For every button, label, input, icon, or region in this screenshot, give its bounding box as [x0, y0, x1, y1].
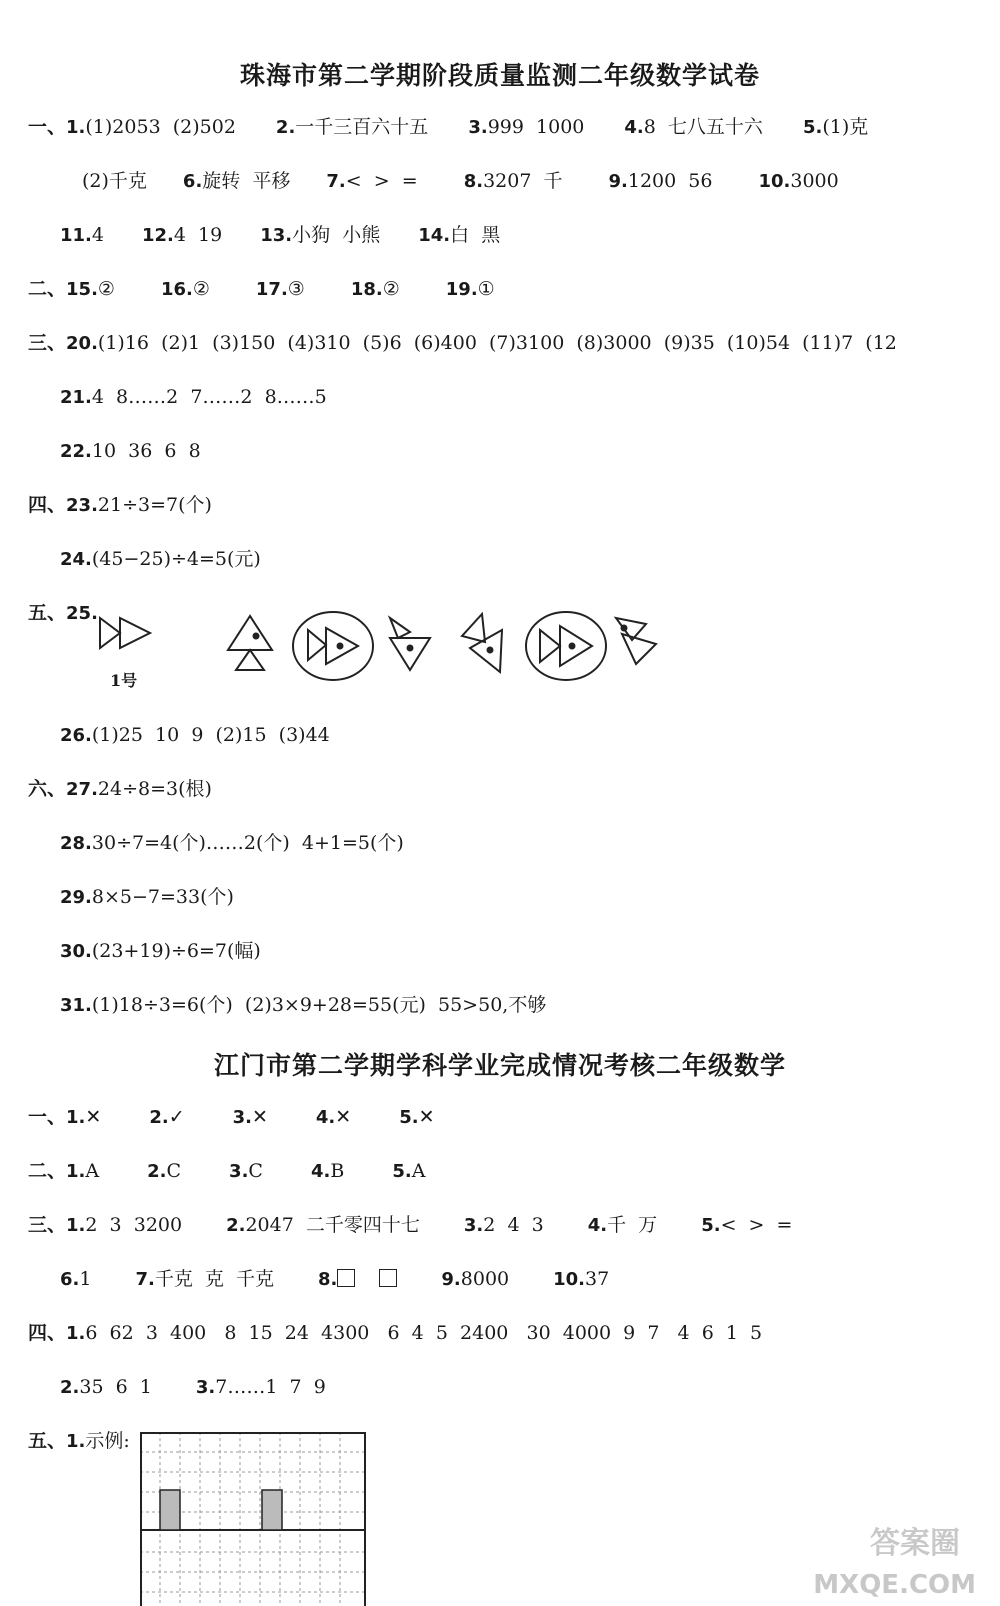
- title-jiangmen: 江门市第二学期学科学业完成情况考核二年级数学: [213, 1051, 786, 1080]
- q-number: 12.: [141, 225, 174, 246]
- answer: (1)2053 (2)502: [85, 116, 236, 138]
- answer: 21÷3=7(个): [97, 494, 212, 516]
- fish-figures: [90, 608, 690, 694]
- figure-4: [390, 618, 430, 670]
- answer: 4: [91, 224, 104, 246]
- figure-1: [100, 618, 150, 648]
- answer: 8 七八五十六: [643, 116, 763, 138]
- figure-2: [228, 616, 272, 670]
- answer: C: [166, 1160, 182, 1182]
- answer: ②: [382, 278, 400, 300]
- answer: 一千三百六十五: [295, 116, 429, 138]
- q-number: 5.: [802, 117, 823, 138]
- q-number: 14.: [418, 225, 451, 246]
- q-number: 15.: [66, 279, 98, 300]
- section-label: 一、: [28, 1106, 67, 1128]
- answer: 8×5−7=33(个): [91, 886, 234, 908]
- answer: 2047 二千零四十七: [245, 1214, 420, 1236]
- s1-line-8: [28, 492, 1000, 519]
- answer: 4 8……2 7……2 8……5: [91, 386, 327, 408]
- section-label: 六、: [28, 778, 67, 800]
- s2-line-6: [60, 1374, 1000, 1401]
- answer: 千克 克 千克: [154, 1268, 275, 1290]
- s1-line-1: [28, 114, 1000, 141]
- shaded-rect-1: [160, 1490, 180, 1530]
- s2-line-4: [60, 1266, 1000, 1293]
- q-number: 4.: [310, 1161, 331, 1182]
- answer: 37: [585, 1268, 610, 1290]
- answer: < > =: [720, 1214, 793, 1236]
- figure-label: 1号: [110, 671, 138, 690]
- answer: ✕: [85, 1106, 102, 1128]
- section-label: 五、: [28, 1430, 67, 1452]
- answer: 8000: [460, 1268, 510, 1290]
- q-number: 4.: [315, 1107, 336, 1128]
- q-number: 3.: [468, 117, 488, 138]
- answer: < > =: [345, 170, 418, 192]
- answer: 3000: [790, 170, 839, 192]
- q-number: 31.: [60, 995, 92, 1016]
- q-number: 1.: [66, 1161, 86, 1182]
- answer: 千 万: [607, 1214, 658, 1236]
- q-number: 23.: [66, 495, 98, 516]
- q-number: 18.: [350, 279, 383, 300]
- grid-example: [140, 1432, 366, 1606]
- q-number: 2.: [60, 1377, 80, 1398]
- q-number: 10.: [758, 171, 791, 192]
- q-number: 9.: [608, 171, 628, 192]
- answer: ✕: [418, 1106, 435, 1128]
- answer: C: [248, 1160, 263, 1182]
- answer: ✓: [168, 1106, 185, 1128]
- answer: ✕: [335, 1106, 352, 1128]
- answer: B: [330, 1160, 345, 1182]
- watermark-url: MXQE.COM: [813, 1570, 976, 1600]
- answer: (1)16 (2)1 (3)150 (4)310 (5)6 (6)400 (7)3100 (8)3000 (9)35 (10)54 (11)7 (12: [97, 332, 897, 354]
- answer: 30÷7=4(个)……2(个) 4+1=5(个): [91, 832, 404, 854]
- section-label: 三、: [28, 332, 67, 354]
- s1-line-16: [60, 992, 1000, 1019]
- q-number: 13.: [260, 225, 293, 246]
- q-number: 8.: [318, 1269, 338, 1290]
- answer: (1)克: [822, 116, 869, 138]
- section-label: 三、: [28, 1214, 67, 1236]
- answer: ②: [97, 278, 115, 300]
- answer: 7……1 7 9: [215, 1376, 326, 1398]
- q-number: 20.: [66, 333, 98, 354]
- answer: 旋转 平移: [202, 170, 291, 192]
- s1-line-3: [60, 222, 1000, 249]
- answer: 2 4 3: [483, 1214, 544, 1236]
- answer: 1200 56: [627, 170, 713, 192]
- q-number: 10.: [553, 1269, 586, 1290]
- figure-3-circled: [293, 612, 373, 680]
- q-number: 3.: [229, 1161, 249, 1182]
- q-number: 6.: [60, 1269, 80, 1290]
- answer: (23+19)÷6=7(幅): [91, 940, 261, 962]
- q-number: 19.: [445, 279, 478, 300]
- q-number: 16.: [160, 279, 193, 300]
- answer: ③: [287, 278, 305, 300]
- q-number: 25.: [66, 603, 98, 624]
- answer: 1: [79, 1268, 92, 1290]
- q-number: 28.: [60, 833, 92, 854]
- q-number: 5.: [399, 1107, 419, 1128]
- s1-line-15: [60, 938, 1000, 965]
- answer: 35 6 1: [79, 1376, 152, 1398]
- q-number: 1.: [66, 1107, 86, 1128]
- answer: ✕: [251, 1106, 268, 1128]
- q-number: 17.: [255, 279, 288, 300]
- q-number: 30.: [60, 941, 92, 962]
- q-number: 3.: [232, 1107, 252, 1128]
- q-number: 1.: [66, 117, 86, 138]
- q-number: 7.: [135, 1269, 155, 1290]
- square-box: [337, 1269, 355, 1287]
- answer: 10 36 6 8: [91, 440, 201, 462]
- q-number: 9.: [441, 1269, 461, 1290]
- answer: 999 1000: [487, 116, 585, 138]
- answer: 小狗 小熊: [292, 224, 381, 246]
- q-number: 5.: [392, 1161, 412, 1182]
- answer: (45−25)÷4=5(元): [91, 548, 261, 570]
- q-number: 11.: [60, 225, 92, 246]
- answer: (2)千克: [82, 170, 147, 192]
- q-number: 7.: [326, 171, 346, 192]
- answer: ①: [477, 278, 495, 300]
- q-number: 4.: [624, 117, 644, 138]
- q-number: 1.: [66, 1431, 86, 1452]
- q-number: 2.: [226, 1215, 246, 1236]
- s2-line-1: [28, 1104, 1000, 1131]
- answer: 3207 千: [483, 170, 563, 192]
- square-box: [379, 1269, 397, 1287]
- s2-line-2: [28, 1158, 1000, 1185]
- q-number: 2.: [147, 1161, 167, 1182]
- section-label: 二、: [28, 1160, 67, 1182]
- answer: (1)18÷3=6(个) (2)3×9+28=55(元) 55>50,不够: [91, 994, 547, 1016]
- s1-line-7: [60, 438, 1000, 465]
- answer: 6 62 3 400 8 15 24 4300 6 4 5 2400 30 4000 9 7 4 6 1 5: [85, 1322, 763, 1344]
- s1-line-6: [60, 384, 1000, 411]
- answer: 示例:: [85, 1430, 130, 1452]
- section-label: 四、: [28, 1322, 67, 1344]
- s2-line-3: [28, 1212, 1000, 1239]
- q-number: 26.: [60, 725, 92, 746]
- shaded-rect-2: [262, 1490, 282, 1530]
- s1-line-4: [28, 276, 1000, 303]
- s1-line-5: [28, 330, 1000, 357]
- answer: 4 19: [173, 224, 223, 246]
- answer: 24÷8=3(根): [97, 778, 212, 800]
- answer: A: [411, 1160, 426, 1182]
- q-number: 1.: [66, 1323, 86, 1344]
- answer: 2 3 3200: [85, 1214, 183, 1236]
- q-number: 22.: [60, 441, 92, 462]
- section-label: 四、: [28, 494, 67, 516]
- q-number: 27.: [66, 779, 98, 800]
- figure-5: [462, 614, 502, 672]
- q-number: 8.: [463, 171, 484, 192]
- figure-7: [616, 618, 656, 664]
- watermark: 答案圈: [870, 1526, 960, 1561]
- q-number: 2.: [149, 1107, 169, 1128]
- q-number: 6.: [182, 171, 203, 192]
- q-number: 29.: [60, 887, 92, 908]
- s1-line-13: [60, 830, 1000, 857]
- s1-line-2: [82, 168, 1000, 195]
- title-zhuhai: 珠海市第二学期阶段质量监测二年级数学试卷: [239, 61, 760, 90]
- q-number: 5.: [701, 1215, 721, 1236]
- section-label: 二、: [28, 278, 67, 300]
- s2-line-5: [28, 1320, 1000, 1347]
- answer: 白 黑: [450, 224, 501, 246]
- section-label: 一、: [28, 116, 67, 138]
- s1-line-11: [60, 722, 1000, 749]
- q-number: 2.: [275, 117, 296, 138]
- q-number: 4.: [587, 1215, 608, 1236]
- q-number: 21.: [60, 387, 92, 408]
- q-number: 3.: [463, 1215, 484, 1236]
- answer: A: [85, 1160, 100, 1182]
- s1-line-14: [60, 884, 1000, 911]
- s1-line-12: [28, 776, 1000, 803]
- q-number: 3.: [195, 1377, 216, 1398]
- answer: ②: [192, 278, 210, 300]
- q-number: 24.: [60, 549, 92, 570]
- figure-6-circled: [526, 612, 606, 680]
- q-number: 1.: [66, 1215, 86, 1236]
- section-label: 五、: [28, 602, 67, 624]
- s1-line-9: [60, 546, 1000, 573]
- answer: (1)25 10 9 (2)15 (3)44: [91, 724, 330, 746]
